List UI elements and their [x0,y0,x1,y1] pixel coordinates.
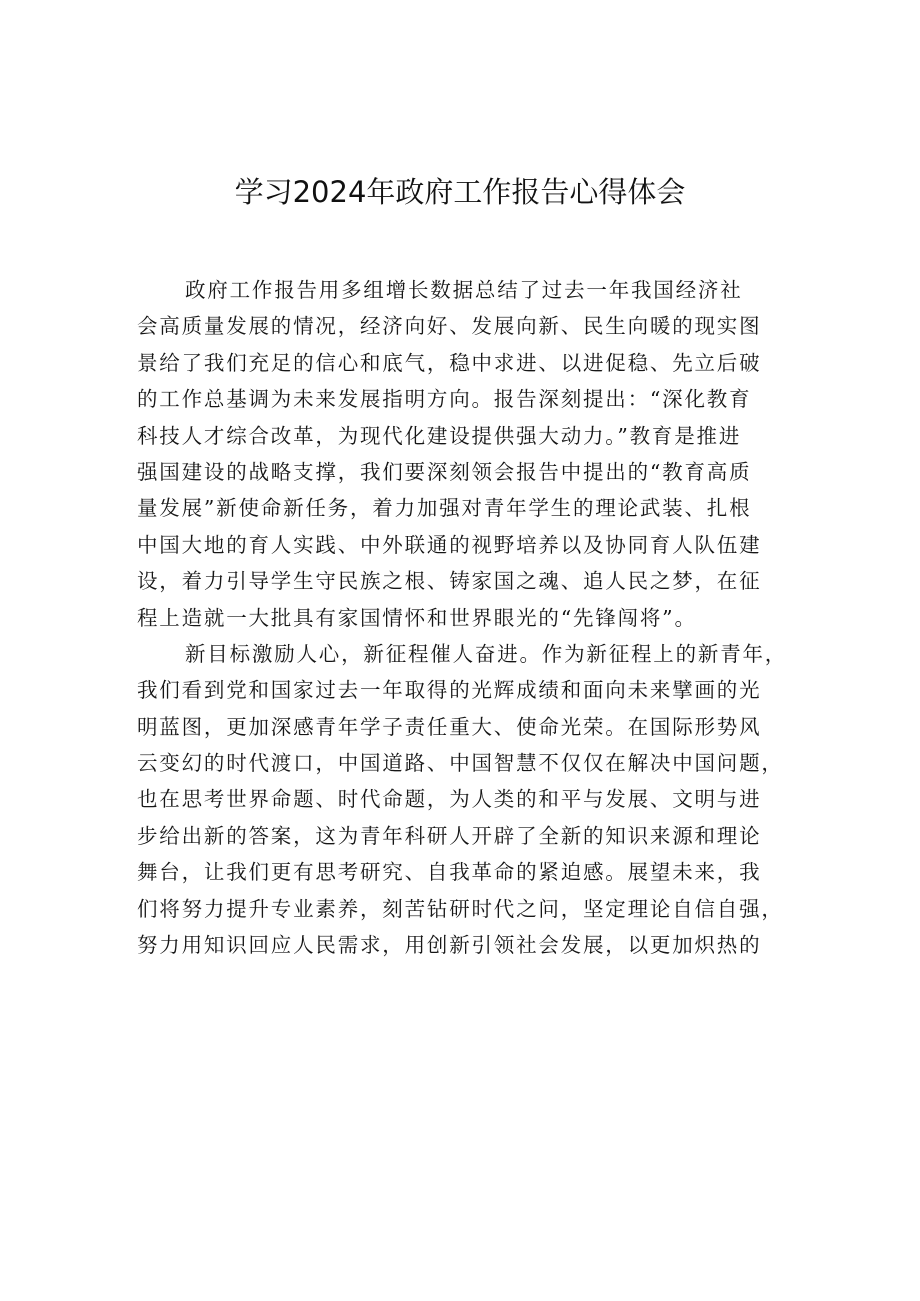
paragraph-line: 们将努力提升专业素养，刻苦钻研时代之问，坚定理论自信自强， [137,896,784,921]
paragraph-1 [137,272,787,636]
paragraph-line: 政府工作报告用多组增长数据总结了过去一年我国经济社 [185,278,743,302]
document-body [137,272,787,963]
paragraph-2 [137,636,787,964]
paragraph-line: 会高质量发展的情况，经济向好、发展向新、民生向暖的现实图 [137,314,762,339]
paragraph-line: 的工作总基调为未来发展指明方向。报告深刻提出：“深化教育 [137,387,752,412]
paragraph-line: 新目标激励人心，新征程催人奋进。作为新征程上的新青年， [185,641,787,666]
paragraph-line: 明蓝图，更加深感青年学子责任重大、使命光荣。在国际形势风 [137,714,762,739]
paragraph-line: 中国大地的育人实践、中外联通的视野培养以及协同育人队伍建 [137,532,762,557]
document-title: 学习2024年政府工作报告心得体会 [234,175,686,209]
paragraph-line: 我们看到党和国家过去一年取得的光辉成绩和面向未来擘画的光 [137,678,762,703]
paragraph-line: 设，着力引导学生守民族之根、铸家国之魂、追人民之梦，在征 [137,569,762,594]
paragraph-line: 强国建设的战略支撑，我们要深刻领会报告中提出的“教育高质 [137,459,752,484]
paragraph-line: 景给了我们充足的信心和底气，稳中求进、以进促稳、先立后破 [137,350,762,375]
paragraph-line: 也在思考世界命题、时代命题，为人类的和平与发展、文明与进 [137,787,762,812]
paragraph-line: 舞台，让我们更有思考研究、自我革命的紧迫感。展望未来，我 [137,860,762,885]
paragraph-line: 量发展”新使命新任务，着力加强对青年学生的理论武装、扎根 [137,496,752,521]
paragraph-line: 程上造就一大批具有家国情怀和世界眼光的“先锋闯将”。 [137,605,697,630]
paragraph-line: 努力用知识回应人民需求，用创新引领社会发展，以更加炽热的 [137,933,762,958]
paragraph-line: 步给出新的答案，这为青年科研人开辟了全新的知识来源和理论 [137,823,762,848]
paragraph-line: 科技人才综合改革，为现代化建设提供强大动力。”教育是推进 [137,423,742,448]
paragraph-line: 云变幻的时代渡口，中国道路、中国智慧不仅仅在解决中国问题， [137,751,784,776]
